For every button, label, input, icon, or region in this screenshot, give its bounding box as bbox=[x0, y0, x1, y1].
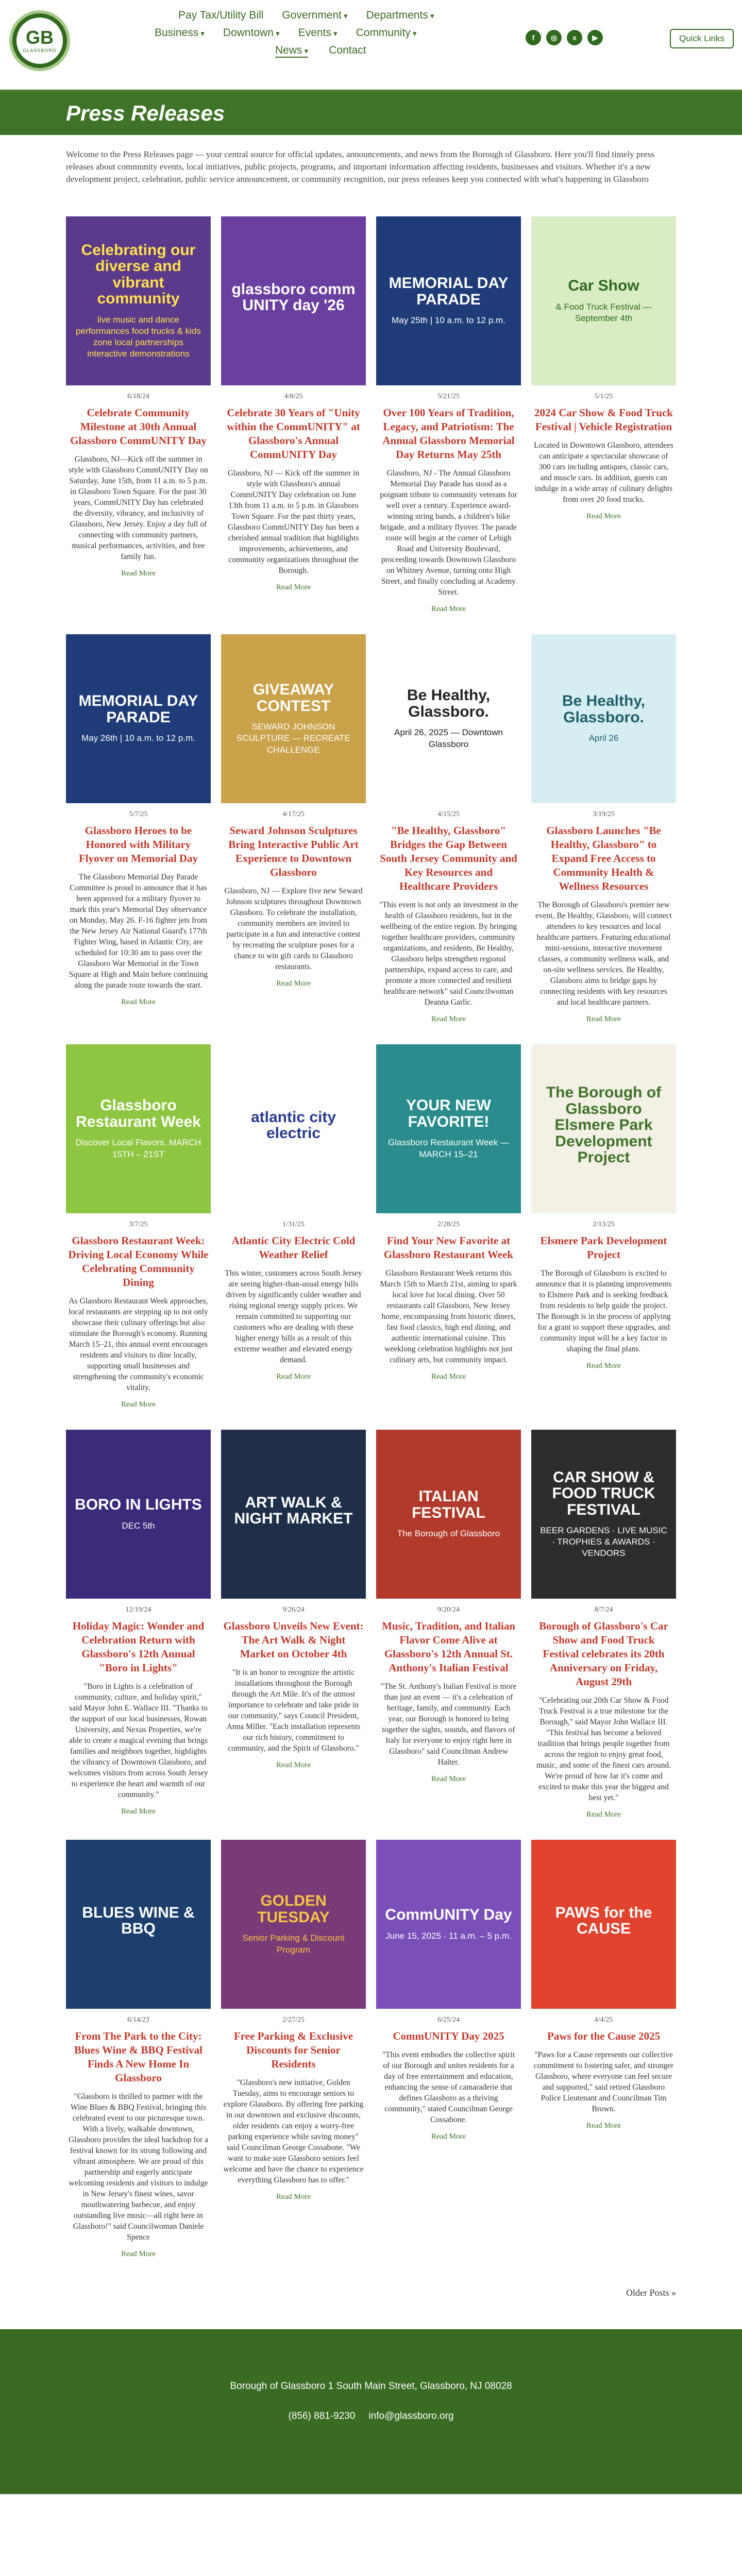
press-release-card bbox=[376, 1044, 521, 1409]
press-release-card bbox=[376, 216, 521, 614]
card-excerpt: "Boro in Lights is a celebration of community, culture, and holiday spirit," said Mayor John E. Wallace III. "Thanks to the support of our local businesses, Rowan University, and Nexus Properties, we're able to create a magical evening that brings families and neighbors together, highlights the vibrancy of Downtown Glassboro, and welcomes visitors from across South Jersey to experience the heart and warmth of our community." bbox=[69, 1682, 208, 1799]
site-footer bbox=[0, 2329, 742, 2494]
press-release-image[interactable] bbox=[221, 1840, 366, 2009]
nav-business[interactable]: Business ▾ bbox=[155, 27, 205, 39]
card-title-link[interactable]: Glassboro Heroes to be Honored with Military Flyover on Memorial Day bbox=[78, 824, 198, 865]
image-subline: live music and dance performances food trucks & kids zone local partnerships interactive demonstrations bbox=[76, 314, 201, 359]
card-excerpt: Glassboro Restaurant Week returns this March 15th to March 21st, aiming to spark local love for local dining. Over 50 restaurants call Glassboro, New Jersey home, encompassing from historic diners, fast food classics, high end dining, and authentic international cuisine. This weeklong celebration highlights not just culinary arts, but community impact. bbox=[380, 1269, 517, 1364]
card-title-link[interactable]: 2024 Car Show & Food Truck Festival | Vehicle Registration bbox=[534, 406, 673, 433]
card-excerpt: "It is an honor to recognize the artistic installations throughout the Borough through the Art Mile. It's of the utmost importance to celebrate and take pride in our community," says Council President, Anna Miller. "Each installation represents our rich history, commitment to community, and the Spirit of Glassboro." bbox=[226, 1668, 361, 1753]
card-date: 9/20/24 bbox=[437, 1606, 460, 1614]
social-links bbox=[526, 30, 603, 45]
press-release-card bbox=[221, 634, 366, 1024]
card-date: 4/8/25 bbox=[284, 393, 303, 400]
footer-phone[interactable]: (856) 881-9230 bbox=[288, 2411, 356, 2421]
read-more-link[interactable]: Read More bbox=[431, 1015, 466, 1023]
page-title-band bbox=[0, 93, 742, 135]
youtube-icon[interactable]: ▶ bbox=[587, 30, 603, 45]
read-more-link[interactable]: Read More bbox=[431, 2132, 466, 2141]
press-release-image[interactable] bbox=[221, 1044, 366, 1213]
image-headline: glassboro comm UNITY day '26 bbox=[231, 280, 356, 314]
image-subline: Discover Local Flavors. MARCH 15TH – 21ST bbox=[75, 1138, 201, 1159]
image-headline: BLUES WINE & BBQ bbox=[82, 1904, 195, 1937]
card-excerpt: Glassboro, NJ - The Annual Glassboro Memorial Day Parade has stood as a poignant tribute to community veterans for well over a century. Experience award-winning string bands, a children's bike brigade, and a military flyover. The parade route will begin at the corner of Lehigh Road and University Boulevard, proceeding towards Downtown Glassboro on Whitney Avenue, turning onto High Street, and finally concluding at Academy Street. bbox=[380, 469, 517, 597]
press-release-grid bbox=[66, 216, 676, 2259]
card-excerpt: Glassboro, NJ—Kick off the summer in style with Glassboro CommUNITY Day on Saturday, June 15th, from 11 a.m. to 5 p.m. in Glassboro Town Square. For the past 30 years, CommUNITY Day has celebrated the diversity, vibrancy, and inclusivity of Glassboro, New Jersey. Enjoy a day full of connecting with community partners, musical performances, activities, and free family fun. bbox=[69, 455, 208, 561]
card-excerpt: "The St. Anthony's Italian Festival is more than just an event — it's a celebration of heritage, family, and community. Each year, our Borough is honored to bring together the sights, sounds, and flavors of Italy for everyone to enjoy right here in Glassboro" said Councilman Andrew Halter. bbox=[380, 1682, 517, 1767]
image-headline: Be Healthy, Glassboro. bbox=[407, 687, 491, 720]
site-header bbox=[0, 0, 742, 93]
nav-news[interactable]: News ▾ bbox=[275, 44, 308, 58]
card-date: 6/14/23 bbox=[127, 2016, 149, 2024]
press-release-image[interactable] bbox=[531, 634, 676, 803]
image-headline: Car Show bbox=[568, 277, 639, 295]
card-excerpt: "Paws for a Cause represents our collective commitment to fostering safer, and stronger Glassboro, where everyone can feel secure and supported," said retired Glassboro Police Lieutenant and Councilman Tim Brown. bbox=[533, 2050, 674, 2113]
read-more-link[interactable]: Read More bbox=[586, 1362, 621, 1370]
nav-government[interactable]: Government ▾ bbox=[282, 9, 347, 22]
image-headline: atlantic city electric bbox=[250, 1108, 336, 1142]
read-more-link[interactable]: Read More bbox=[586, 512, 621, 520]
nav-pay-tax[interactable]: Pay Tax/Utility Bill bbox=[178, 9, 264, 21]
card-excerpt: The Glassboro Memorial Day Parade Committee is proud to announce that it has been approved for a military flyover to mark this year's Memorial Day observance on Monday, May 26. F-16 fighter jets from the New Jersey Air National Guard's 177th Fighter Wing, based in Atlantic City, are scheduled for 10:30 am to pass over the Glassboro War Memorial in the Town Square at High and Main before continuing along the parade route towards the start. bbox=[69, 873, 208, 990]
card-date: 5/1/25 bbox=[594, 393, 613, 400]
image-headline: GOLDEN TUESDAY bbox=[257, 1892, 330, 1926]
card-excerpt: The Borough of Glassboro's premier new event, Be Healthy, Glassboro, will connect attendees to key resources and local healthcare partners. Featuring educational mini-sessions, interactive movement classes, a community wellness walk, and on-site wellness services. Be Healthy, Glassboro aims to bridge gaps by connecting residents with key resources and local healthcare partners. bbox=[535, 901, 672, 1007]
press-release-image[interactable] bbox=[66, 1044, 211, 1213]
read-more-link[interactable]: Read More bbox=[121, 2250, 156, 2258]
read-more-link[interactable]: Read More bbox=[586, 1810, 621, 1819]
card-date: 2/13/25 bbox=[593, 1221, 615, 1228]
card-date: 6/25/24 bbox=[437, 2016, 460, 2024]
card-title-link[interactable]: Glassboro Restaurant Week: Driving Local Economy While Celebrating Community Dining bbox=[68, 1234, 209, 1289]
read-more-link[interactable]: Read More bbox=[121, 998, 156, 1006]
card-title-link[interactable]: Seward Johnson Sculptures Bring Interactive Public Art Experience to Downtown Glassboro bbox=[228, 824, 359, 878]
read-more-link[interactable]: Read More bbox=[276, 583, 311, 591]
card-excerpt: "Glassboro is thrilled to partner with the Wine Blues & BBQ Festival, bringing this celebrated event to our picturesque town. With a lively, walkable downtown, Glassboro provides the ideal backdrop for a festival known for its strong following and vibrant atmosphere. We are proud of this partnership and eagerly anticipate welcoming residents and visitors to indulge in New Jersey's finest wines, savor mouthwatering barbecue, and enjoy outstanding live music—all right here in Glassboro!" said Councilwoman Daniele Spence bbox=[68, 2092, 209, 2242]
press-release-card bbox=[531, 634, 676, 1024]
press-release-card bbox=[221, 216, 366, 614]
card-title-link[interactable]: From The Park to the City: Blues Wine & BBQ Festival Finds A New Home In Glassboro bbox=[74, 2030, 203, 2084]
press-release-card bbox=[66, 1430, 211, 1819]
nav-row-primary bbox=[155, 9, 526, 22]
card-date: 3/19/25 bbox=[593, 810, 615, 818]
card-title-link[interactable]: Celebrate 30 Years of "Unity within the CommUNITY" at Glassboro's Annual CommUNITY Day bbox=[227, 406, 360, 461]
card-date: 6/18/24 bbox=[127, 393, 149, 400]
intro-text: Welcome to the Press Releases page — your central source for official updates, announcements, and news from the Borough of Glassboro. Here you'll find timely press releases about community events, local initiatives, public projects, programs, and important information affecting residents, businesses and visitors. Whether it's a new development project, celebration, public service announcement, or community recognition, our press releases keep you connected with what's happening in Glassboro bbox=[66, 149, 654, 184]
press-release-image[interactable] bbox=[531, 1044, 676, 1213]
nav-events[interactable]: Events ▾ bbox=[298, 27, 338, 39]
read-more-link[interactable]: Read More bbox=[276, 2193, 311, 2201]
card-excerpt: "This event is not only an investment in the health of Glassboro residents, but in the wellbeing of the entire region. By bringing together healthcare providers, community organizations, and residents, Be Healthy, Glassboro helps strengthen regional partnerships, expand access to care, and promote a more connected and resilient healthcare network" said Councilwoman Deanna Garlic. bbox=[379, 901, 518, 1007]
image-headline: BORO IN LIGHTS bbox=[75, 1496, 202, 1514]
press-release-image[interactable] bbox=[221, 216, 366, 385]
image-subline: April 26 bbox=[588, 733, 619, 743]
facebook-icon[interactable]: f bbox=[526, 30, 541, 45]
card-date: 9/26/24 bbox=[282, 1606, 305, 1614]
press-release-image[interactable] bbox=[376, 1840, 521, 2009]
press-release-card bbox=[531, 1840, 676, 2259]
read-more-link[interactable]: Read More bbox=[121, 1400, 156, 1409]
card-title-link[interactable]: CommUNITY Day 2025 bbox=[393, 2030, 504, 2042]
image-headline: YOUR NEW FAVORITE! bbox=[406, 1097, 491, 1130]
read-more-link[interactable]: Read More bbox=[121, 569, 156, 578]
image-subline: & Food Truck Festival — September 4th bbox=[555, 301, 652, 323]
press-release-image[interactable] bbox=[376, 216, 521, 385]
press-release-image[interactable] bbox=[66, 1840, 211, 2009]
card-date: 2/27/25 bbox=[282, 2016, 305, 2024]
card-title-link[interactable]: Music, Tradition, and Italian Flavor Come Alive at Glassboro's 12th Annual St. Anthony's Italian Festival bbox=[382, 1620, 515, 1674]
image-subline: Glassboro Restaurant Week — MARCH 15–21 bbox=[388, 1138, 509, 1159]
press-release-image[interactable] bbox=[66, 1430, 211, 1599]
read-more-link[interactable]: Read More bbox=[431, 1775, 466, 1783]
press-release-card bbox=[221, 1840, 366, 2259]
card-title-link[interactable]: Glassboro Launches "Be Healthy, Glassboro" to Expand Free Access to Community Health & Wellness Resources bbox=[546, 824, 661, 892]
card-excerpt: The Borough of Glassboro is excited to announce that it is planning improvements to Elsmere Park and is seeking feedback from residents to help guide the project. The Borough is in the process of applying for a grant to support these upgrades, and community input will be a key factor in shaping the final plans. bbox=[535, 1269, 672, 1353]
press-release-image[interactable] bbox=[376, 634, 521, 803]
image-subline: April 26, 2025 — Downtown Glassboro bbox=[394, 727, 503, 749]
card-date: 12/19/24 bbox=[125, 1606, 151, 1614]
logo-inner bbox=[16, 18, 63, 64]
image-headline: GIVEAWAY CONTEST bbox=[252, 681, 334, 715]
card-excerpt: "Glassboro's new initiative, Golden Tuesday, aims to encourage seniors to explore Glassboro. By offering free parking in our downtown and exclusive discounts, older residents can enjoy a worry-free parking experience while saving money" said Councilman George Cossabone. "We want to make sure Glassboro seniors feel welcome and have the chance to experience everything Glassboro has to offer." bbox=[223, 2078, 364, 2184]
glassboro-logo[interactable] bbox=[9, 10, 70, 71]
footer-contact bbox=[0, 2411, 742, 2422]
card-date: 3/7/25 bbox=[129, 1221, 148, 1228]
image-headline: PAWS for the CAUSE bbox=[555, 1904, 652, 1937]
press-release-card bbox=[531, 216, 676, 614]
press-release-image[interactable] bbox=[66, 634, 211, 803]
read-more-link[interactable]: Read More bbox=[121, 1807, 156, 1816]
read-more-link[interactable]: Read More bbox=[276, 979, 311, 988]
press-release-card bbox=[66, 634, 211, 1024]
press-release-image[interactable] bbox=[221, 1430, 366, 1599]
image-headline: ART WALK & NIGHT MARKET bbox=[234, 1494, 353, 1527]
page-title: Press Releases bbox=[66, 101, 225, 125]
card-title-link[interactable]: Find Your New Favorite at Glassboro Restaurant Week bbox=[383, 1234, 514, 1261]
press-release-card bbox=[66, 1044, 211, 1409]
read-more-link[interactable]: Read More bbox=[586, 2122, 621, 2130]
nav-downtown[interactable]: Downtown ▾ bbox=[223, 27, 280, 39]
image-headline: Celebrating our diverse and vibrant community bbox=[81, 241, 196, 308]
image-headline: Be Healthy, Glassboro. bbox=[562, 692, 646, 726]
card-date: 1/31/25 bbox=[282, 1221, 305, 1228]
card-title-link[interactable]: Holiday Magic: Wonder and Celebration Return with Glassboro's 12th Annual "Boro in Lights" bbox=[72, 1620, 205, 1674]
read-more-link[interactable]: Read More bbox=[586, 1015, 621, 1023]
card-date: 2/28/25 bbox=[437, 1221, 460, 1228]
card-title-link[interactable]: Elsmere Park Development Project bbox=[540, 1234, 667, 1261]
card-excerpt: "Celebrating our 20th Car Show & Food Truck Festival is a true milestone for the Borough," said Mayor John Wallace III. "This festival has become a beloved tradition that brings people together from across the region to enjoy great food, music, and some of the finest cars around. We're proud of how far it's come and excited to make this year the biggest and best yet." bbox=[536, 1696, 671, 1802]
card-excerpt: As Glassboro Restaurant Week approaches, local restaurants are stepping up to not only showcase their culinary offerings but also stimulate the Borough's economy. Running March 15–21, this annual event encourages residents and visitors to dine locally, supporting small businesses and strengthening the community's economic vitality. bbox=[69, 1297, 208, 1392]
card-date: 8/7/24 bbox=[594, 1606, 613, 1614]
press-release-card bbox=[221, 1430, 366, 1819]
press-release-card bbox=[531, 1044, 676, 1409]
press-release-card bbox=[376, 634, 521, 1024]
card-title-link[interactable]: Glassboro Unveils New Event: The Art Walk & Night Market on October 4th bbox=[223, 1620, 364, 1660]
older-posts-wrap bbox=[66, 2287, 676, 2298]
card-title-link[interactable]: Free Parking & Exclusive Discounts for Senior Residents bbox=[233, 2030, 353, 2070]
image-headline: CommUNITY Day bbox=[385, 1906, 512, 1924]
instagram-icon[interactable]: ◎ bbox=[546, 30, 562, 45]
image-headline: MEMORIAL DAY PARADE bbox=[389, 275, 509, 308]
main-nav bbox=[155, 9, 526, 63]
nav-community[interactable]: Community ▾ bbox=[356, 27, 417, 39]
press-release-card bbox=[376, 1430, 521, 1819]
card-date: 4/4/25 bbox=[594, 2016, 613, 2024]
image-subline: BEER GARDENS · LIVE MUSIC · TROPHIES & AWARDS · VENDORS bbox=[540, 1526, 667, 1558]
card-excerpt: This winter, customers across South Jersey are seeing higher-than-usual energy bills driven by significantly colder weather and rising regional energy supply prices. We remain committed to supporting our customers who are dealing with these higher energy bills as a result of this extreme weather and elevated energy demand. bbox=[225, 1269, 362, 1364]
nav-row-tertiary bbox=[155, 44, 526, 58]
press-release-image[interactable] bbox=[376, 1044, 521, 1213]
image-subline: June 15, 2025 · 11 a.m. – 5 p.m. bbox=[385, 1930, 512, 1941]
nav-row-secondary bbox=[155, 27, 526, 39]
footer-address: Borough of Glassboro 1 South Main Street, Glassboro, NJ 08028 bbox=[230, 2381, 512, 2392]
logo-subtext: GLASSBORO bbox=[23, 48, 57, 53]
press-release-image[interactable] bbox=[221, 634, 366, 803]
press-release-image[interactable] bbox=[531, 1430, 676, 1599]
card-title-link[interactable]: Celebrate Community Milestone at 30th Annual Glassboro CommUNITY Day bbox=[70, 406, 207, 447]
read-more-link[interactable]: Read More bbox=[431, 1372, 466, 1381]
nav-contact[interactable]: Contact bbox=[329, 44, 366, 56]
footer-email[interactable]: info@glassboro.org bbox=[368, 2411, 454, 2421]
card-excerpt: Glassboro, NJ — Explore five new Seward Johnson sculptures throughout Downtown Glassboro. To celebrate the installation, community members are invited to participate in a fun and interactive contest by recreating the sculpture poses for a chance to win gift cards to Glassboro restaurants. bbox=[224, 887, 363, 971]
press-release-image[interactable] bbox=[66, 216, 211, 385]
x-twitter-icon[interactable]: x bbox=[567, 30, 582, 45]
image-headline: Glassboro Restaurant Week bbox=[76, 1097, 201, 1130]
image-subline: The Borough of Glassboro bbox=[397, 1529, 500, 1539]
card-title-link[interactable]: "Be Healthy, Glassboro" Bridges the Gap Between South Jersey Community and Key Resources and Healthcare Providers bbox=[380, 824, 517, 892]
card-title-link[interactable]: Atlantic City Electric Cold Weather Relief bbox=[231, 1234, 356, 1261]
press-release-card bbox=[66, 216, 211, 614]
card-title-link[interactable]: Over 100 Years of Tradition, Legacy, and Patriotism: The Annual Glassboro Memorial Day Returns May 25th bbox=[382, 406, 515, 461]
image-headline: ITALIAN FESTIVAL bbox=[412, 1488, 485, 1521]
read-more-link[interactable]: Read More bbox=[276, 1761, 311, 1769]
image-headline: The Borough of Glassboro Elsmere Park Development Project bbox=[546, 1084, 662, 1166]
image-subline: SEWARD JOHNSON SCULPTURE — RECREATE CHALLENGE bbox=[237, 722, 350, 755]
card-excerpt: "This event embodies the collective spirit of our Borough and unites residents for a day of free entertainment and education, enhancing the sense of camaraderie that defines Glassboro as a thriving community," stated Councilman George Cossabone. bbox=[382, 2050, 515, 2124]
nav-departments[interactable]: Departments ▾ bbox=[366, 9, 434, 22]
quick-links-button[interactable]: Quick Links bbox=[670, 29, 734, 48]
read-more-link[interactable]: Read More bbox=[276, 1372, 311, 1381]
older-posts-link[interactable]: Older Posts » bbox=[626, 2287, 676, 2298]
image-headline: MEMORIAL DAY PARADE bbox=[78, 692, 198, 726]
image-subline: Senior Parking & Discount Program bbox=[242, 1933, 345, 1955]
press-release-card bbox=[221, 1044, 366, 1409]
press-release-image[interactable] bbox=[376, 1430, 521, 1599]
press-release-image[interactable] bbox=[531, 216, 676, 385]
image-subline: DEC 5th bbox=[122, 1520, 155, 1531]
press-release-image[interactable] bbox=[531, 1840, 676, 2009]
image-headline: CAR SHOW & FOOD TRUCK FESTIVAL bbox=[552, 1468, 655, 1518]
press-release-card bbox=[531, 1430, 676, 1819]
image-subline: May 25th | 10 a.m. to 12 p.m. bbox=[392, 315, 505, 326]
press-release-card bbox=[66, 1840, 211, 2259]
card-title-link[interactable]: Borough of Glassboro's Car Show and Food Truck Festival celebrates its 20th Anniversary on Friday, August 29th bbox=[539, 1620, 668, 1688]
read-more-link[interactable]: Read More bbox=[431, 605, 466, 613]
card-title-link[interactable]: Paws for the Cause 2025 bbox=[547, 2030, 660, 2042]
card-date: 4/17/25 bbox=[282, 810, 305, 818]
image-subline: May 26th | 10 a.m. to 12 p.m. bbox=[81, 733, 195, 743]
card-date: 5/21/25 bbox=[437, 393, 460, 400]
press-release-card bbox=[376, 1840, 521, 2259]
logo-mark: GB bbox=[26, 27, 54, 48]
card-date: 4/15/25 bbox=[437, 810, 460, 818]
card-excerpt: Glassboro, NJ — Kick off the summer in style with Glassboro's annual CommUNITY Day celebration on June 13th from 11 a.m. to 5 p.m. in Glassboro Town Square. For the past thirty years, Glassboro CommUNITY Day has been a cherished annual tradition that highlights improvements, achievements, and community organizations throughout the Borough. bbox=[227, 469, 360, 575]
card-excerpt: Located in Downtown Glassboro, attendees can anticipate a spectacular showcase of 300 cars including antiques, classic cars, and muscle cars. In addition, guests can indulge in a wide array of culinary delights from over 20 food trucks. bbox=[534, 441, 673, 504]
card-date: 5/7/25 bbox=[129, 810, 148, 818]
